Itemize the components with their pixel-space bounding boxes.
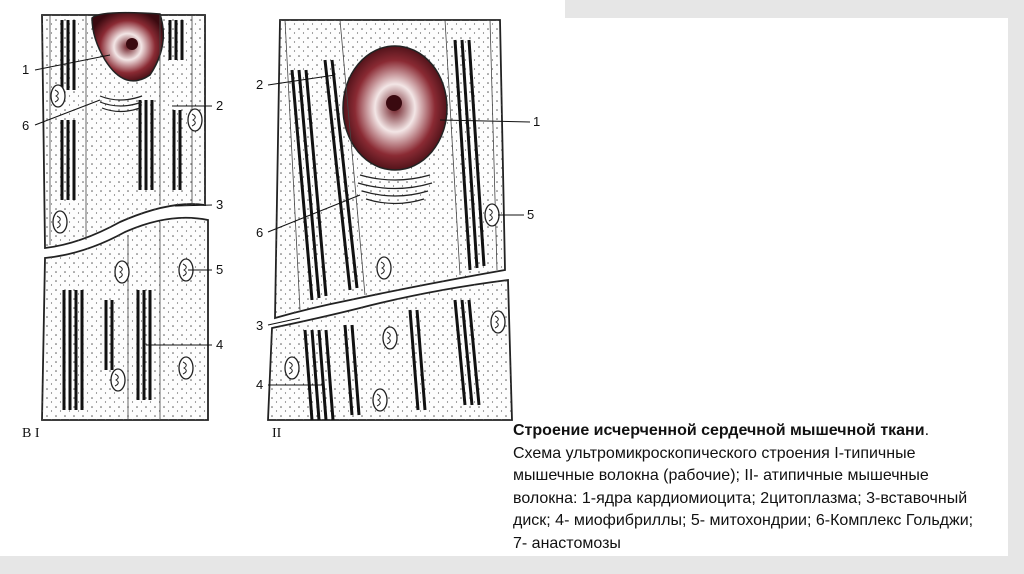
caption-title-period: . [924,422,930,439]
panel-label-I: В I [22,426,40,441]
panel-label-II: II [272,426,282,441]
label-right-1: 1 [533,114,541,129]
label-left-4: 4 [216,337,224,352]
caption-title: Строение исчерченной сердечной мышечной ткани [513,422,925,439]
figure-caption [513,420,983,555]
label-right-4: 4 [256,377,264,392]
label-right-2: 2 [256,77,264,92]
panel-typical-fibers [22,13,223,441]
label-left-6: 6 [22,118,30,133]
caption-body: Схема ультромикроскопического строения I-типичные мышечные волокна (рабочие); II- атипичные мышечные волокна: 1-ядра кардиомиоцита; 2цитоплазма; 3-вставочный диск; 4- миофибриллы; 5- митохондрии; 6-Комплекс Гольджи; 7- анастомозы [513,444,974,552]
panel-atypical-fibers [256,20,540,441]
label-left-3: 3 [216,197,224,212]
label-left-2: 2 [216,98,224,113]
label-right-6: 6 [256,225,264,240]
label-left-1: 1 [22,62,30,77]
label-right-3: 3 [256,318,264,333]
cardiac-muscle-diagram [0,0,560,450]
label-right-5: 5 [527,207,535,222]
label-left-5: 5 [216,262,224,277]
